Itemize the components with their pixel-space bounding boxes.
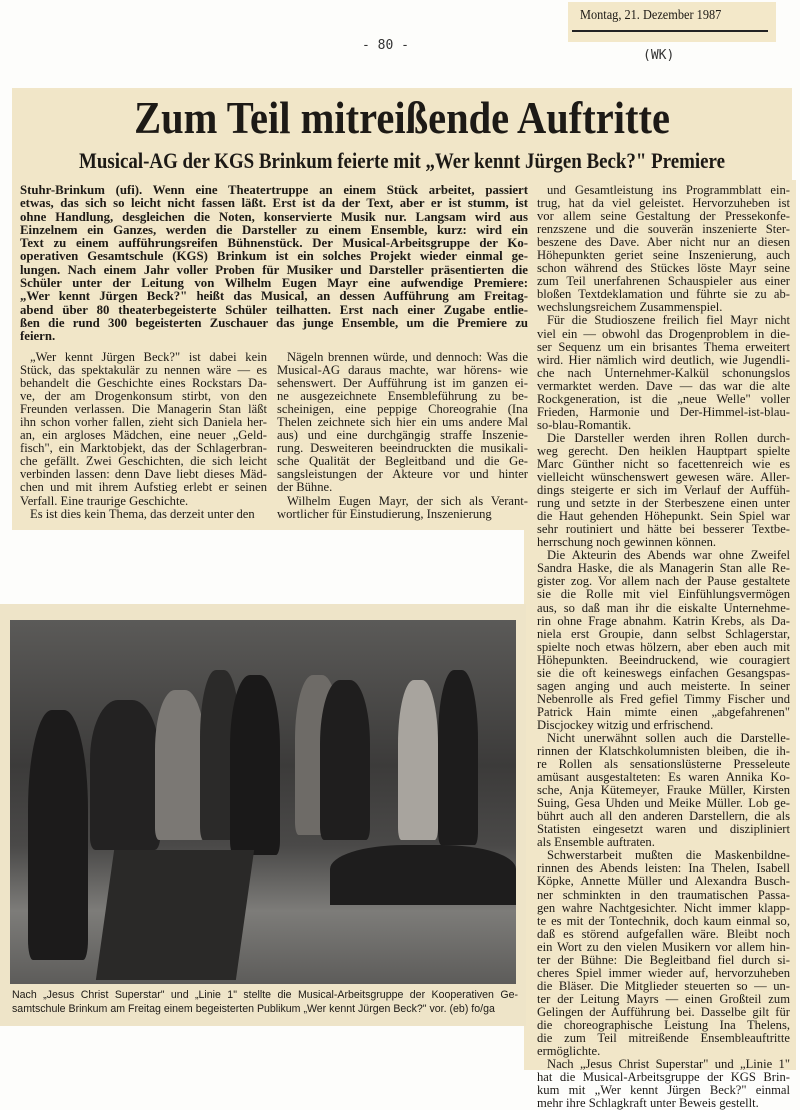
text-line: aus) und eine durchgängig straffe Inszenie- bbox=[277, 428, 528, 443]
text-line: ihn schon vorher fallen, zieht sich Daniela her- bbox=[20, 415, 267, 430]
text-line: ve, der am Drogenkonsum stirbt, von den bbox=[20, 389, 267, 404]
text-line: niela erst Groupie, dann selbst Schlagerstar, bbox=[537, 626, 790, 641]
text-line: wechslungsreichem Zusammenspiel. bbox=[537, 300, 723, 315]
text-line: Verfall. Eine traurige Geschichte. bbox=[20, 493, 189, 508]
text-line: Discjockey witzig und erfrischend. bbox=[537, 717, 714, 732]
performer-figure bbox=[155, 690, 205, 840]
text-line: wortlicher für Einstudierung, Inszenierung bbox=[277, 506, 492, 521]
text-line: Schwerstarbeit mußten die Maskenbildne- bbox=[547, 848, 790, 863]
text-line: gister zog. Vor allem nach der Pause gestaltete bbox=[537, 574, 790, 589]
text-line: schon während des Stückes löste Mayr seine bbox=[537, 261, 790, 276]
text-line: cheres Spiel immer wieder auf, hervorzuheben bbox=[537, 965, 790, 980]
text-line: Höhepunkten geriet seine Inszenierung, auch bbox=[537, 248, 790, 263]
text-line: die Haut gehenden Höhepunkt. Sein Spiel war bbox=[537, 509, 790, 524]
performer-figure bbox=[320, 680, 370, 840]
text-line: als Ensemble auftraten. bbox=[537, 835, 655, 850]
text-line: che gefällt. Zwei Geschichten, die sich leicht bbox=[20, 454, 267, 469]
article-column-3 bbox=[537, 184, 790, 1110]
text-line: Köpke, Annette Müller und Alexandra Busch- bbox=[537, 874, 790, 889]
text-line: sehr routiniert und hätte bei besserer Textbe- bbox=[537, 522, 790, 537]
draped-cloth bbox=[96, 850, 254, 980]
text-line: sagen anging und auch meisterte. In seiner bbox=[537, 678, 790, 693]
text-line: Patrick Hain mimte einen „abgefahrenen" bbox=[537, 704, 790, 719]
source-label: (WK) bbox=[643, 48, 675, 63]
text-line: spielte noch etwas hölzern, aber eben auch mit bbox=[537, 639, 790, 654]
text-line: hat die Musical-Arbeitsgruppe der KGS Brin- bbox=[537, 1070, 790, 1085]
text-line: operativen Gesamtschule (KGS) Brinkum ist ein solches Projekt wieder einmal ge- bbox=[20, 249, 528, 264]
text-line: Wilhelm Eugen Mayr, der sich als Verant- bbox=[287, 493, 528, 508]
text-line: rinnen des Abends leisten: Ina Thelen, Isabell bbox=[537, 861, 790, 876]
text-line: re Rollen als sensationslüsterne Presseleute bbox=[537, 757, 790, 772]
text-line: aus, so daß man ihr die eiskalte Unternehme- bbox=[537, 600, 790, 615]
stage-photo bbox=[10, 620, 516, 984]
text-line: sangsleistungen der Akteure vor und hinter bbox=[277, 467, 528, 482]
headline: Zum Teil mitreißende Auftritte bbox=[134, 93, 670, 143]
text-line: viel ein — obwohl das Drogenproblem in die- bbox=[537, 326, 790, 341]
text-line: sie die Rolle mit viel Einfühlungsvermögen bbox=[537, 587, 790, 602]
article-column-2 bbox=[277, 351, 528, 521]
text-line: weg gerecht. Den heiklen Hauptpart spielte bbox=[537, 443, 790, 458]
text-line: ohne Handlung, desgleichen die Noten, konservierte Musik nur. Langsam wird aus bbox=[20, 209, 528, 224]
text-line: scheinigen, eine peppige Choreograhie (Ina bbox=[277, 402, 528, 417]
text-line: Für die Studioszene freilich fiel Mayr nicht bbox=[547, 313, 790, 328]
performer-figure bbox=[28, 710, 88, 960]
text-line: daß es störend aufgefallen wäre. Bleibt noch bbox=[537, 926, 790, 941]
text-line: die Bläser. Die Mitglieder steuerten so — un- bbox=[537, 978, 790, 993]
text-line: chen und mit ihrem Aufstieg erlebt er seinen bbox=[20, 480, 267, 495]
text-line: trug, hat da viel geleistet. Hervorzuheben ist bbox=[537, 196, 790, 211]
text-line: Höhepunkten. Beeindruckend, wie couragiert bbox=[537, 652, 790, 667]
text-line: so-blau-Romantik. bbox=[537, 417, 632, 432]
text-line: ßen die rund 300 begeisterten Zuschauer das junge Ensemble, um die Premiere zu bbox=[20, 315, 528, 330]
performer-figure bbox=[90, 700, 160, 850]
date-rule bbox=[572, 30, 768, 32]
text-line: Nicht unerwähnt sollen auch die Darstelle- bbox=[547, 730, 790, 745]
text-line: rung und setzte in der Sterbeszene einen unter bbox=[537, 496, 790, 511]
text-line: Musical-AG daraus machte, war hörens- wie bbox=[277, 363, 528, 378]
text-line: ter der Leitung Mayrs — einen Großteil zum bbox=[537, 991, 790, 1006]
text-line: „Wer kennt Jürgen Beck?" ist dabei kein bbox=[30, 350, 267, 364]
text-line: gen wahre Nachtgesichter. Nicht immer klapp- bbox=[537, 900, 790, 915]
text-line: Die Akteurin des Abends war ohne Zweifel bbox=[547, 548, 790, 563]
text-line: Frieden, Harmonie und Der-Himmel-ist-blau- bbox=[537, 404, 790, 419]
text-line: die choreographische Leistung Ina Thelens, bbox=[537, 1018, 790, 1032]
text-line: rung. Desweiteren beeindruckten die musikali- bbox=[277, 441, 528, 456]
text-line: ter der Bühne: Die Begleitband fiel durch si- bbox=[537, 952, 790, 967]
text-line: verbinden lassen: denn Dave liebt dieses Mäd- bbox=[20, 467, 267, 482]
text-line: sche Qualität der Begleitband und die Ge- bbox=[277, 454, 528, 469]
text-line: Schüler unter der Leitung von Wilhelm Eugen Mayr eine aufwendige Premiere: bbox=[20, 276, 528, 291]
text-line: amüsant ausgestalteten: Es waren Annika Ko- bbox=[537, 770, 790, 785]
text-line: rin ohne Frage abnahm. Katrin Krebs, als Da- bbox=[537, 613, 790, 628]
text-line: Marc Günther nicht so facettenreich wie es bbox=[537, 456, 790, 471]
performer-figure bbox=[438, 670, 478, 845]
publication-date: Montag, 21. Dezember 1987 bbox=[580, 8, 722, 23]
text-line: Rockgeneration, ist die „neue Welle" voller bbox=[537, 391, 790, 406]
headline-clipping bbox=[12, 88, 792, 182]
text-line: Statisten eingesetzt waren und diszipliniert bbox=[537, 822, 790, 837]
text-line: rinnen der Klatschkolumnisten bleiben, die ih- bbox=[537, 744, 790, 759]
text-line: Stück, das spektakulär zu nennen wäre — es bbox=[20, 363, 267, 378]
text-line: ner schminkten in den traumatischen Passa- bbox=[537, 887, 790, 902]
article-column-1 bbox=[20, 351, 267, 521]
text-line: ein Wort zu den vielen Musikern vor allem hin- bbox=[537, 939, 790, 954]
text-line: wird. Hier nämlich wird deutlich, wie Jugendli- bbox=[537, 352, 790, 367]
text-line: te es mit der Tontechnik, doch kaum einmal so, bbox=[537, 913, 790, 928]
text-line: Thelen zeichnete sich hier ein ums andere Mal bbox=[277, 415, 528, 430]
performer-figure bbox=[398, 680, 438, 840]
text-line: „Wer kennt Jürgen Beck?" heißt das Musical, an dessen Aufführung am Freitag- bbox=[20, 289, 528, 304]
text-line: zum Teil unerfahrenen Schauspieler aus einer bbox=[537, 274, 790, 289]
text-line: Einzelnem ein Ganzes, werden die Darsteller zu einem Ensemble, kurz: wird ein bbox=[20, 222, 528, 237]
text-line: an, ein argloses Mädchen, eine neuer „Geld- bbox=[20, 428, 267, 443]
text-line: Stuhr-Brinkum (ufi). Wenn eine Theatertruppe an einem Stück arbeitet, passiert bbox=[20, 183, 528, 197]
text-line: behandelt die Geschichte eines Rockstars Da- bbox=[20, 376, 267, 391]
text-line: ermöglichte. bbox=[537, 1044, 601, 1059]
text-line: etwas, das sich so leicht nicht fassen läßt. Erst ist da der Text, aber er ist stumm, ist bbox=[20, 196, 528, 211]
text-line: abend über 80 theaterbegeisterte Schüler teilhatten. Erst nach einer Zugabe entlie- bbox=[20, 302, 528, 317]
photo-caption bbox=[12, 988, 518, 1016]
text-line: Nägeln brennen würde, und dennoch: Was die bbox=[287, 350, 528, 364]
text-line: der Bühne. bbox=[277, 480, 333, 495]
text-line: dings steigerte er sich im Verlauf der Auffüh- bbox=[537, 483, 790, 498]
text-line: fisch", ein Marktobjekt, das der Schlagerbran- bbox=[20, 441, 267, 456]
text-line: Gelingen der Aufführung bei. Dasselbe gilt für bbox=[537, 1004, 790, 1019]
text-line: vor allem seine Gestaltung der Pressekonfe- bbox=[537, 209, 790, 224]
text-line: ser Sequenz um ein brisantes Thema erweitert bbox=[537, 339, 790, 354]
performer-figure bbox=[230, 675, 280, 855]
text-line: mehr ihre Schlagkraft unter Beweis gestellt. bbox=[537, 1096, 759, 1110]
date-clipping bbox=[568, 2, 776, 42]
text-line: sehenswert. Der Aufführung ist im ganzen ei- bbox=[277, 376, 528, 391]
text-line: feiern. bbox=[20, 329, 56, 344]
text-line: lungen. Nach einem Jahr voller Proben für Musiker und Darsteller präsentierten die bbox=[20, 262, 528, 277]
text-line: renzszene und die souverän inszenierte Ster- bbox=[537, 222, 790, 237]
text-line: Die Darsteller werden ihren Rollen durch- bbox=[547, 430, 790, 445]
stage-prop bbox=[330, 845, 516, 905]
text-line: kum mit „Wer kennt Jürgen Beck?" einmal bbox=[537, 1083, 790, 1098]
page-number: - 80 - bbox=[362, 38, 409, 53]
text-line: vermarktet werden. Dave — das war die alte bbox=[537, 378, 790, 393]
text-line: Suing, Gesa Uhden und Meike Müller. Lob ge- bbox=[537, 796, 790, 811]
text-line: Nach „Jesus Christ Superstar" und „Linie 1" bbox=[547, 1057, 790, 1072]
text-line: beszene des Dave. Aber nicht nur an diesen bbox=[537, 235, 790, 250]
text-line: sie die oft keineswegs einfachen Gesangspas- bbox=[537, 665, 790, 680]
lead-paragraph bbox=[20, 184, 528, 344]
text-line: die zum Teil mitreißende Ensembleauftritte bbox=[537, 1031, 790, 1046]
text-line: bührt auch all den anderen Darstellern, die als bbox=[537, 809, 790, 824]
text-line: herrschung noch gewinnen können. bbox=[537, 535, 717, 550]
text-line: che nach Unternehmer-Kalkül schonungslos bbox=[537, 365, 790, 380]
text-line: und Gesamtleistung ins Programmblatt ein- bbox=[547, 183, 790, 197]
text-line: Nach „Jesus Christ Superstar" und „Linie 1" stellte die Musical-Arbeitsgruppe der Kooperativen Ge- bbox=[12, 989, 518, 1001]
subheadline: Musical-AG der KGS Brinkum feierte mit „Wer kennt Jürgen Beck?" Premiere bbox=[79, 148, 725, 173]
text-line: ne ausgezeichnete Ensembleführung zu be- bbox=[277, 389, 528, 404]
photo-clipping bbox=[0, 604, 526, 1026]
text-line: Text zu einem aufführungsreifen Bühnenstück. Der Musical-Arbeitsgruppe der Ko- bbox=[20, 236, 528, 251]
text-line: sche, Anja Kütemeyer, Frauke Müller, Kirsten bbox=[537, 783, 790, 798]
text-line: vielleicht wünschenswert gewesen wäre. Aller- bbox=[537, 470, 790, 485]
text-line: Sandra Haske, die als Managerin Stan alle Re- bbox=[537, 561, 790, 576]
text-line: Freunden verlassen. Die Managerin Stan läßt bbox=[20, 402, 267, 417]
text-line: samtschule Brinkum am Freitag einem begeisterten Publikum „Wer kennt Jürgen Beck?" vor. (eb) fo/ga bbox=[12, 1003, 495, 1015]
text-line: Es ist dies kein Thema, das derzeit unter den bbox=[30, 506, 255, 521]
text-line: bloßen Textdeklamation und führte sie zu ab- bbox=[537, 287, 790, 302]
text-line: Nebenrolle als Fred gefiel Timmy Fischer und bbox=[537, 691, 790, 706]
